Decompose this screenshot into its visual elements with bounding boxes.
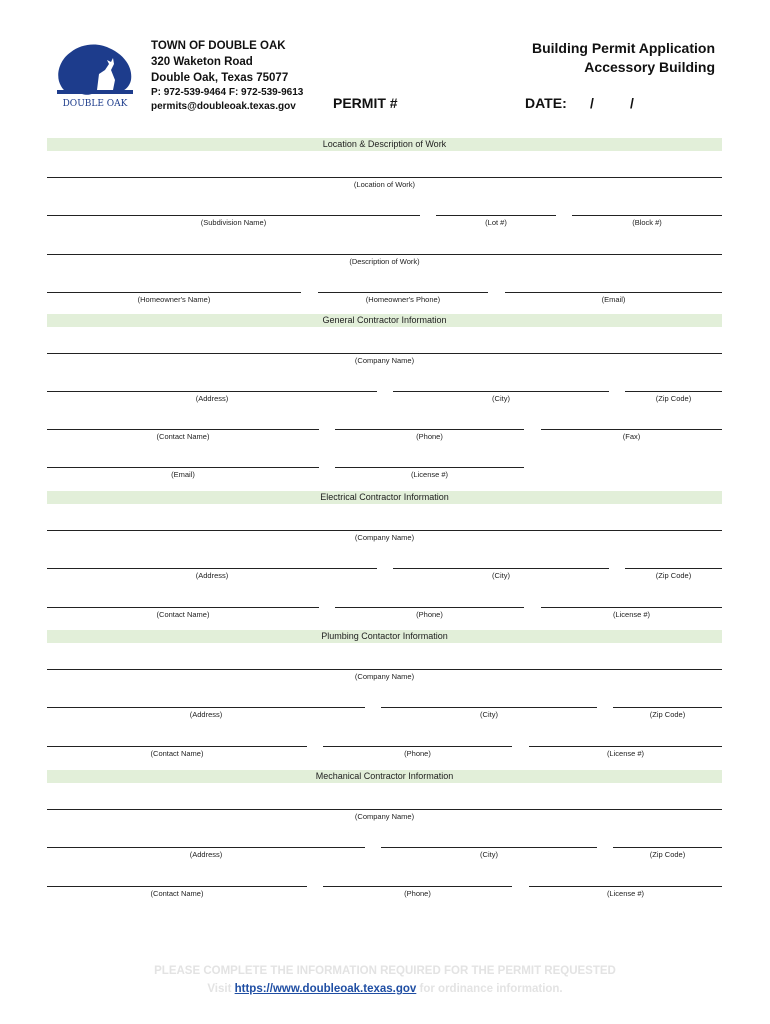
town-logo: [53, 40, 137, 112]
field-caption: (Contact Name): [156, 432, 210, 441]
mechanical-phone-field[interactable]: [323, 886, 512, 887]
footer-visit-line: [0, 980, 770, 998]
field-caption: (Zip Code): [649, 710, 686, 719]
mechanical-company-name-field[interactable]: [47, 809, 722, 810]
location-of-work-field[interactable]: [47, 177, 722, 178]
plumbing-company-name-field[interactable]: [47, 669, 722, 670]
date-separator: /: [590, 95, 594, 111]
electrical-phone-field[interactable]: [335, 607, 524, 608]
form-title-line2: Accessory Building: [584, 59, 715, 75]
field-caption: (Zip Code): [649, 850, 686, 859]
field-caption: (Phone): [416, 432, 443, 441]
date-separator: /: [630, 95, 634, 111]
block-number-field[interactable]: [572, 215, 722, 216]
section-heading-mechanical-contractor: Mechanical Contractor Information: [47, 770, 722, 783]
plumbing-city-field[interactable]: [381, 707, 597, 708]
field-caption: (Homeowner's Name): [137, 295, 211, 304]
field-caption: (Email): [171, 470, 195, 479]
field-caption: (Description of Work): [349, 257, 420, 266]
electrical-company-name-field[interactable]: [47, 530, 722, 531]
field-caption: (Fax): [622, 432, 641, 441]
town-phone-fax: P: 972-539-9464 F: 972-539-9613: [151, 87, 304, 98]
electrical-zip-field[interactable]: [625, 568, 722, 569]
field-caption: (License #): [606, 749, 645, 758]
field-caption: (City): [480, 850, 498, 859]
town-address-line1: 320 Waketon Road: [151, 56, 253, 68]
electrical-contact-name-field[interactable]: [47, 607, 319, 608]
mechanical-contact-name-field[interactable]: [47, 886, 307, 887]
footer-visit-label: Visit: [207, 983, 232, 995]
field-caption: (Block #): [632, 218, 662, 227]
permit-number-label: PERMIT #: [333, 95, 398, 111]
general-city-field[interactable]: [393, 391, 609, 392]
mechanical-city-field[interactable]: [381, 847, 597, 848]
plumbing-phone-field[interactable]: [323, 746, 512, 747]
field-caption: (Phone): [416, 610, 443, 619]
general-address-field[interactable]: [47, 391, 377, 392]
form-title: [532, 39, 715, 77]
field-caption: (Zip Code): [655, 394, 692, 403]
field-caption: (Address): [195, 571, 229, 580]
electrical-city-field[interactable]: [393, 568, 609, 569]
plumbing-address-field[interactable]: [47, 707, 365, 708]
homeowner-phone-field[interactable]: [318, 292, 488, 293]
field-caption: (Address): [189, 710, 223, 719]
mechanical-license-field[interactable]: [529, 886, 722, 887]
lot-number-field[interactable]: [436, 215, 556, 216]
footer-notice-text: PLEASE COMPLETE THE INFORMATION REQUIRED FOR THE PERMIT REQUESTED: [154, 965, 616, 977]
mechanical-address-field[interactable]: [47, 847, 365, 848]
field-caption: (Company Name): [354, 672, 415, 681]
field-caption: (Homeowner's Phone): [365, 295, 441, 304]
town-name: TOWN OF DOUBLE OAK: [151, 40, 286, 52]
general-phone-field[interactable]: [335, 429, 524, 430]
field-caption: (Company Name): [354, 533, 415, 542]
field-caption: (City): [492, 394, 510, 403]
town-info-block: [151, 38, 303, 114]
field-caption: (City): [480, 710, 498, 719]
field-caption: (Contact Name): [150, 749, 204, 758]
field-caption: (Address): [189, 850, 223, 859]
field-caption: (Phone): [404, 749, 431, 758]
footer-notice: [0, 962, 770, 998]
oak-tree-silhouette: [58, 45, 131, 95]
field-caption: (Subdivision Name): [200, 218, 267, 227]
field-caption: (License #): [606, 889, 645, 898]
website-link[interactable]: https://www.doubleoak.texas.gov: [234, 983, 417, 995]
section-heading-plumbing-contractor: Plumbing Contactor Information: [47, 630, 722, 643]
field-caption: (Email): [601, 295, 626, 304]
field-caption: (Company Name): [354, 356, 415, 365]
general-contact-name-field[interactable]: [47, 429, 319, 430]
field-caption: (Phone): [404, 889, 431, 898]
homeowner-name-field[interactable]: [47, 292, 301, 293]
date-label: DATE:: [525, 95, 567, 111]
field-caption: (License #): [612, 610, 651, 619]
town-email: permits@doubleoak.texas.gov: [151, 101, 296, 112]
field-caption: (City): [492, 571, 510, 580]
plumbing-license-field[interactable]: [529, 746, 722, 747]
form-title-line1: Building Permit Application: [531, 40, 715, 56]
plumbing-contact-name-field[interactable]: [47, 746, 307, 747]
subdivision-name-field[interactable]: [47, 215, 420, 216]
plumbing-zip-field[interactable]: [613, 707, 722, 708]
general-zip-field[interactable]: [625, 391, 722, 392]
section-heading-location: Location & Description of Work: [47, 138, 722, 151]
description-of-work-field[interactable]: [47, 254, 722, 255]
field-caption: (License #): [410, 470, 449, 479]
section-heading-electrical-contractor: Electrical Contractor Information: [47, 491, 722, 504]
field-caption: (Location of Work): [353, 180, 416, 189]
footer-suffix: for ordinance information.: [419, 983, 563, 995]
field-caption: (Zip Code): [655, 571, 692, 580]
town-address-line2: Double Oak, Texas 75077: [151, 72, 289, 84]
electrical-address-field[interactable]: [47, 568, 377, 569]
field-caption: (Contact Name): [150, 889, 204, 898]
general-license-field[interactable]: [335, 467, 524, 468]
field-caption: (Company Name): [354, 812, 415, 821]
general-fax-field[interactable]: [541, 429, 722, 430]
general-email-field[interactable]: [47, 467, 319, 468]
field-caption: (Address): [195, 394, 229, 403]
homeowner-email-field[interactable]: [505, 292, 722, 293]
electrical-license-field[interactable]: [541, 607, 722, 608]
svg-text:DOUBLE OAK: DOUBLE OAK: [62, 99, 128, 109]
field-caption: (Contact Name): [156, 610, 210, 619]
general-company-name-field[interactable]: [47, 353, 722, 354]
mechanical-zip-field[interactable]: [613, 847, 722, 848]
section-heading-general-contractor: General Contractor Information: [47, 314, 722, 327]
field-caption: (Lot #): [485, 218, 507, 227]
